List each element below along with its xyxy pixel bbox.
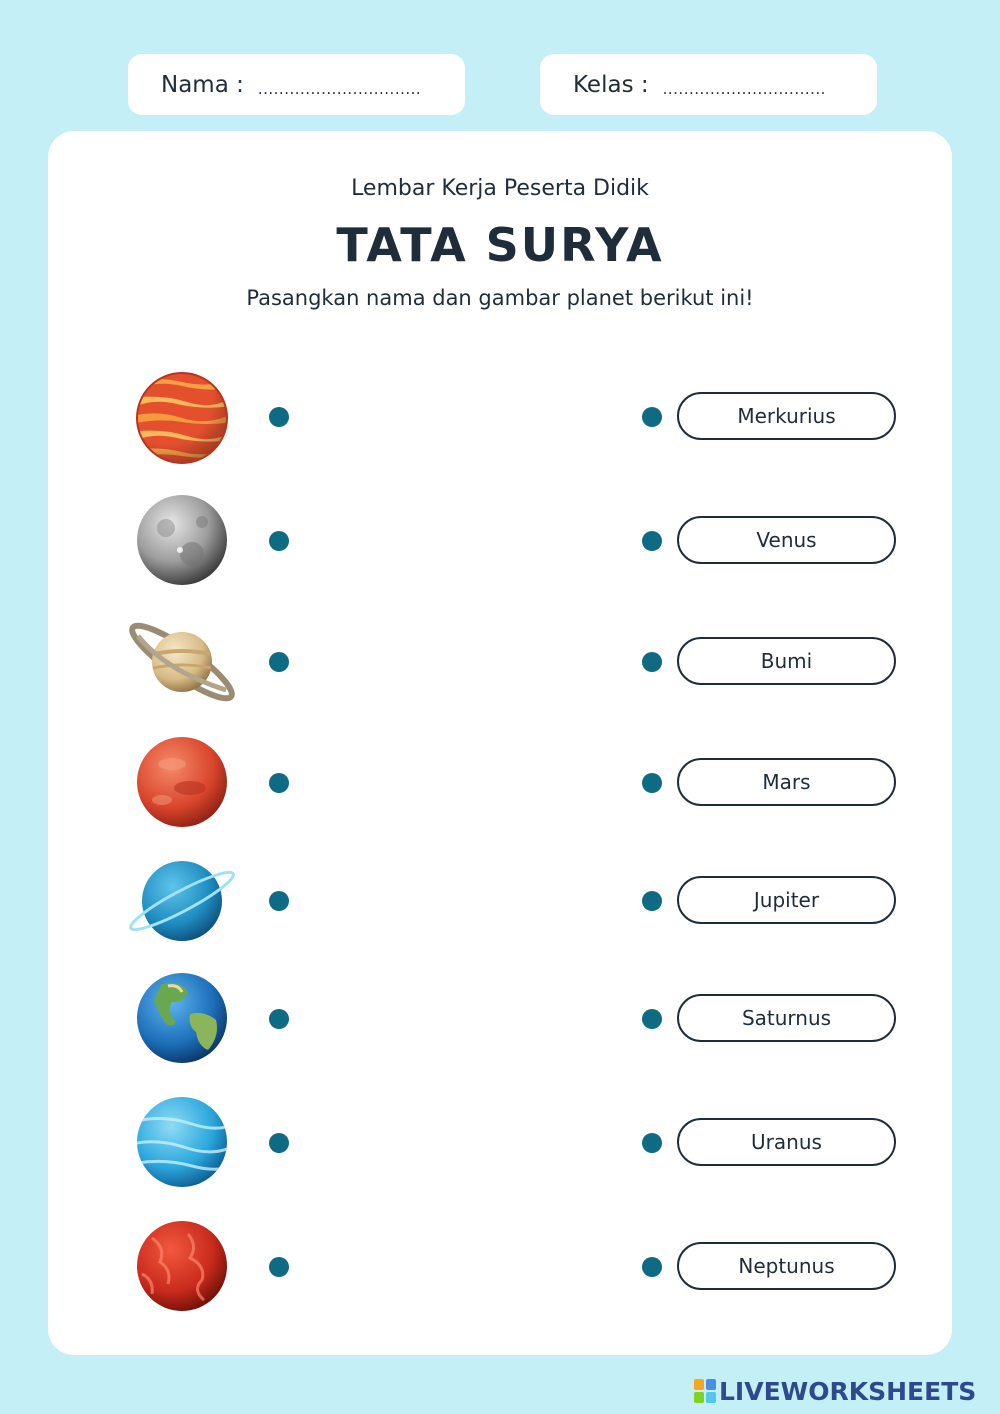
- name-connector-dot-6[interactable]: [642, 1009, 662, 1029]
- worksheet-subtitle: Lembar Kerja Peserta Didik: [351, 176, 649, 201]
- red-lava-planet-icon: [132, 1218, 232, 1316]
- name-label: Nama :: [161, 71, 244, 98]
- planet-name-box-merkurius: Merkurius: [677, 392, 896, 440]
- planet-name-box-mars: Mars: [677, 758, 896, 806]
- name-connector-dot-2[interactable]: [642, 531, 662, 551]
- name-connector-dot-1[interactable]: [642, 407, 662, 427]
- planet-name-box-venus: Venus: [677, 516, 896, 564]
- ringed-saturn-planet-icon: [126, 616, 238, 708]
- planet-connector-dot-2[interactable]: [269, 531, 289, 551]
- planet-connector-dot-3[interactable]: [269, 652, 289, 672]
- planet-name-box-uranus: Uranus: [677, 1118, 896, 1166]
- blue-ringed-uranus-planet-icon: [126, 856, 238, 946]
- worksheet-instruction: Pasangkan nama dan gambar planet berikut ini!: [246, 286, 754, 310]
- name-connector-dot-7[interactable]: [642, 1133, 662, 1153]
- name-connector-dot-3[interactable]: [642, 652, 662, 672]
- class-field[interactable]: [540, 54, 877, 115]
- worksheet-title: TATA SURYA: [336, 218, 664, 272]
- planet-name-box-neptunus: Neptunus: [677, 1242, 896, 1290]
- planet-connector-dot-7[interactable]: [269, 1133, 289, 1153]
- name-connector-dot-8[interactable]: [642, 1257, 662, 1277]
- planet-name-box-jupiter: Jupiter: [677, 876, 896, 924]
- earth-planet-icon: [132, 970, 232, 1068]
- name-field[interactable]: [128, 54, 465, 115]
- planet-name-box-bumi: Bumi: [677, 637, 896, 685]
- liveworksheets-brand: [694, 1376, 976, 1406]
- jupiter-like-orange-planet-icon: [132, 370, 232, 468]
- gray-moon-like-planet-icon: [132, 492, 232, 590]
- name-input-line[interactable]: ...............................: [257, 79, 422, 98]
- brand-text: LIVEWORKSHEETS: [719, 1376, 977, 1406]
- class-input-line[interactable]: ...............................: [662, 79, 826, 98]
- class-label: Kelas :: [573, 71, 649, 98]
- planet-connector-dot-8[interactable]: [269, 1257, 289, 1277]
- name-connector-dot-4[interactable]: [642, 773, 662, 793]
- planet-name-box-saturnus: Saturnus: [677, 994, 896, 1042]
- planet-connector-dot-6[interactable]: [269, 1009, 289, 1029]
- red-mars-planet-icon: [132, 734, 232, 832]
- blue-neptune-planet-icon: [132, 1094, 232, 1192]
- name-connector-dot-5[interactable]: [642, 891, 662, 911]
- planet-connector-dot-4[interactable]: [269, 773, 289, 793]
- planet-connector-dot-5[interactable]: [269, 891, 289, 911]
- liveworksheets-logo-icon: [694, 1379, 716, 1403]
- planet-connector-dot-1[interactable]: [269, 407, 289, 427]
